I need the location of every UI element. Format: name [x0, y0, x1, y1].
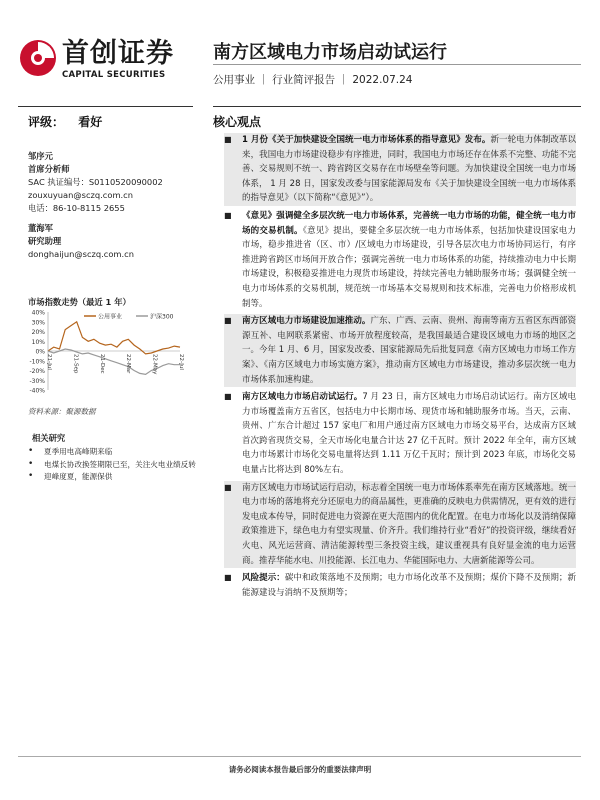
- company-logo-icon: [18, 38, 58, 78]
- key-point-body: 新一轮电力体制改革以来，我国电力市场建设稳步有序推进，同时，我国电力市场还存在体系不完整、功能不完善、交易规则不统一、跨省跨区交易存在市场壁垒等问题。为加快建设全国统一电力市场体系， 1 月 28 日，国家发改委与国家能源局发布《关于加快建设全国统一电力市场体系的指导意见》（以下简称“《意见》”）。: [242, 135, 576, 204]
- section-title: 核心观点: [213, 115, 262, 129]
- index-chart: [22, 306, 202, 402]
- company-name-en: CAPITAL SECURITIES: [62, 70, 166, 80]
- related-list: [22, 446, 202, 484]
- analyst2-title: 研究助理: [28, 236, 62, 246]
- left-rule: [18, 106, 193, 107]
- rating: [28, 113, 102, 130]
- y-tick-label: 0%: [35, 348, 45, 356]
- analyst2-name: 董海军: [28, 223, 53, 233]
- x-tick-label: 22-Mar: [125, 354, 132, 374]
- analyst1-phone: 电话：86-10-8115 2655: [28, 203, 125, 213]
- company-name-cn: 首创证券: [62, 38, 174, 69]
- key-point-lead: 南方区域电力市场建设加速推动。: [242, 316, 371, 327]
- footer-disclaimer: 请务必阅读本报告最后部分的重要法律声明: [228, 765, 372, 774]
- key-point-lead: 1 月份《关于加快建设全国统一电力市场体系的指导意见》发布。: [242, 135, 491, 145]
- analyst2-email[interactable]: donghaijun@sczq.com.cn: [28, 249, 134, 259]
- y-tick-label: 20%: [31, 329, 45, 336]
- key-point-lead: 风险提示：: [242, 573, 285, 584]
- y-tick-label: 10%: [31, 338, 45, 346]
- key-point-body: 《意见》提出，要健全多层次统一电力市场体系，包括加快建设国家电力市场，稳步推进省（区、市）/区域电力市场建设，引导各层次电力市场协同运行，有序推进跨省跨区市场间开放合作；强调完善统一电力市场体系的功能，持续推动电力中长期市场建设，积极稳妥推进电力现货市场建设，持续完善电力辅助服务市场；强调健全统一电力市场体系的交易机制，规范统一市场基本交易规则和技术标准，完善电力价格形成机制等。: [242, 225, 576, 309]
- y-tick-label: -40%: [29, 387, 45, 395]
- y-tick-label: -30%: [29, 377, 45, 385]
- header-divider: [213, 64, 581, 65]
- key-point-lead: 南方区域电力市场启动试运行。: [242, 392, 363, 403]
- rating-label: 评级：: [28, 115, 65, 129]
- key-point-5: [224, 481, 576, 569]
- key-point-body: 广东、广西、云南、贵州、海南等南方五省区东西部资源互补、电网联系紧密、市场开放程度较高，是我国最适合建设区域电力市场的地区之一。今年 1 月、6 月，国家发改委、国家能源局先后批复同意《南方区域电力市场工作方案》、《南方区域电力市场实施方案》，推动南方区域电力市场建设，推动多层次统一电力市场体系加速构建。: [242, 316, 576, 385]
- right-rule: [213, 106, 581, 107]
- key-point-1: [224, 133, 576, 206]
- related-item[interactable]: • 夏季用电高峰期来临: [22, 446, 202, 458]
- x-tick-label: 21-Sep: [72, 354, 79, 374]
- y-tick-label: 30%: [31, 319, 45, 327]
- analyst1-name: 邹序元: [28, 151, 53, 161]
- analyst1-license: SAC 执证编号：S0110520090002: [28, 177, 163, 187]
- key-point-2: [224, 209, 576, 311]
- chart-source: 资料来源：聚源数据: [28, 407, 96, 416]
- x-tick-label: 22-Jul: [178, 354, 184, 370]
- key-point-4: [224, 390, 576, 478]
- key-point-3: [224, 314, 576, 387]
- y-tick-label: -20%: [29, 368, 45, 375]
- analyst1-email[interactable]: zouxuyuan@sczq.com.cn: [28, 190, 133, 200]
- rating-value: 看好: [78, 115, 103, 129]
- key-point-body: 南方区域电力市场试运行启动，标志着全国统一电力市场体系率先在南方区域落地。统一电力市场的落地将充分还原电力的商品属性，更准确的反映电力供需情况，更有效的进行发电成本传导，同时促进电力资源在更大范围内的优化配置。在电力市场化以及消纳保障政策推进下，绿色电力有望实现量、价齐升。我们维持行业“看好”的投资评级，继续看好火电、风光运营商、清洁能源转型三条投资主线，建议重视具有良好显金流的电力运营商。推荐华能水电、川投能源、长江电力、华能国际电力、大唐新能源等公司。: [242, 482, 576, 566]
- analyst1-title: 首席分析师: [28, 164, 70, 174]
- chart-title: 市场指数走势（最近 1 年）: [28, 297, 131, 307]
- x-tick-label: 21-Dec: [98, 354, 105, 374]
- x-tick-label: 22-May: [151, 354, 158, 375]
- y-tick-label: 40%: [31, 309, 45, 317]
- key-point-body: 7 月 23 日，南方区域电力市场启动试运行。南方区域电力市场覆盖南方五省区，包括电力中长期市场、现货市场和辅助服务市场。当天，云南、贵州、广东合计超过 157 家电厂和用户通过南方区域电力市场交易平台，达成南方区域首次跨省现货交易，全天市场化电量合计达 27 亿千瓦时。预计 2022 年全年，南方区域电力市场累计市场化交易电量将达到 1.11 万亿千瓦时；预计到 2023 年底，市场化交易电量占比将达到 80%左右。: [242, 392, 576, 476]
- related-item[interactable]: • 电煤长协改换签期限已至，关注火电业绩反转: [22, 459, 202, 471]
- related-title: 相关研究: [32, 433, 66, 443]
- y-tick-label: -10%: [29, 358, 45, 366]
- key-point-body: 碳中和政策落地不及预期；电力市场化改革不及预期；煤价下降不及预期；新能源建设与消纳不及预期等；: [242, 573, 576, 598]
- key-points: [224, 133, 576, 603]
- legend-label: 公用事业: [98, 313, 123, 321]
- legend-label: 沪深300: [150, 313, 174, 321]
- series-line-csi300: [48, 349, 180, 374]
- key-point-lead: 《意见》强调健全多层次统一电力市场体系，完善统一电力市场的功能，健全统一电力市场的交易机制。: [242, 210, 576, 236]
- related-item[interactable]: • 迎峰度夏，能源保供: [22, 471, 202, 483]
- key-point-6: [224, 571, 576, 600]
- report-meta: 公用事业 ｜ 行业简评报告 ｜ 2022.07.24: [213, 74, 413, 86]
- x-tick-label: 21-Jul: [46, 354, 52, 370]
- footer-divider: [18, 756, 581, 757]
- report-title: 南方区域电力市场启动试运行: [213, 42, 447, 63]
